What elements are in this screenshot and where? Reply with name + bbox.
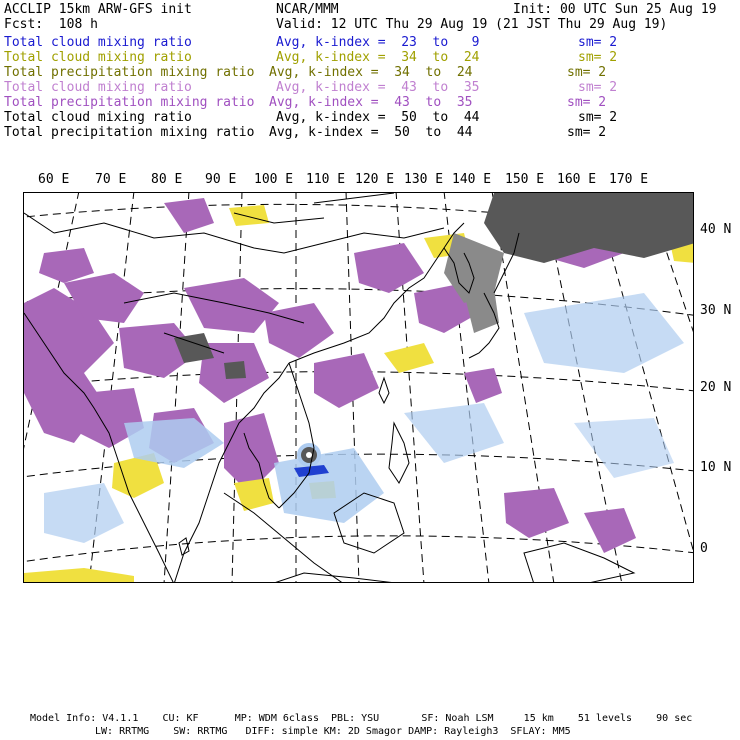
legend-field: Total precipitation mixing ratio <box>4 125 255 140</box>
lat-label: 20 N <box>700 380 732 395</box>
init-time: Init: 00 UTC Sun 25 Aug 19 <box>513 2 717 17</box>
legend-desc: Avg, k-index = 50 to 44 <box>276 110 480 125</box>
cloud-field <box>24 193 694 583</box>
legend-field: Total cloud mixing ratio <box>4 50 192 65</box>
legend-field: Total cloud mixing ratio <box>4 35 192 50</box>
legend-desc: Avg, k-index = 34 to 24 <box>269 65 473 80</box>
legend-desc: Avg, k-index = 34 to 24 <box>276 50 480 65</box>
lat-label: 30 N <box>700 303 732 318</box>
legend-desc: Avg, k-index = 43 to 35 <box>269 95 473 110</box>
map-canvas <box>24 193 694 583</box>
legend-sm: sm= 2 <box>567 95 607 110</box>
legend-field: Total cloud mixing ratio <box>4 80 192 95</box>
lon-label: 130 E <box>404 172 444 187</box>
model-info-line-1: Model Info: V4.1.1 CU: KF MP: WDM 6class PBL: YSU SF: Noah LSM 15 km 51 levels 90 sec <box>30 713 693 724</box>
lon-label: 90 E <box>205 172 237 187</box>
map-panel <box>23 192 694 583</box>
model-title: ACCLIP 15km ARW-GFS init <box>4 2 192 17</box>
lon-label: 100 E <box>254 172 294 187</box>
legend-sm: sm= 2 <box>567 65 607 80</box>
lon-label: 110 E <box>306 172 346 187</box>
legend-desc: Avg, k-index = 23 to 9 <box>276 35 480 50</box>
lat-label: 40 N <box>700 222 732 237</box>
lon-label: 120 E <box>355 172 395 187</box>
legend-field: Total precipitation mixing ratio <box>4 65 255 80</box>
valid-time: Valid: 12 UTC Thu 29 Aug 19 (21 JST Thu 29 Aug 19) <box>276 17 668 32</box>
lon-label: 80 E <box>151 172 183 187</box>
lat-label: 10 N <box>700 460 732 475</box>
legend-sm: sm= 2 <box>578 80 618 95</box>
forecast-hour: Fcst: 108 h <box>4 17 98 32</box>
legend-sm: sm= 2 <box>578 50 618 65</box>
legend-sm: sm= 2 <box>567 125 607 140</box>
lon-label: 140 E <box>452 172 492 187</box>
center-name: NCAR/MMM <box>276 2 339 17</box>
lon-label: 150 E <box>505 172 545 187</box>
lat-label: 0 <box>700 541 708 556</box>
lon-label: 160 E <box>557 172 597 187</box>
legend-field: Total cloud mixing ratio <box>4 110 192 125</box>
legend-field: Total precipitation mixing ratio <box>4 95 255 110</box>
model-info-line-2: LW: RRTMG SW: RRTMG DIFF: simple KM: 2D Smagor DAMP: Rayleigh3 SFLAY: MM5 <box>95 726 571 737</box>
legend-sm: sm= 2 <box>578 35 618 50</box>
legend-desc: Avg, k-index = 43 to 35 <box>276 80 480 95</box>
legend-sm: sm= 2 <box>578 110 618 125</box>
lon-label: 170 E <box>609 172 649 187</box>
lon-label: 70 E <box>95 172 127 187</box>
lon-label: 60 E <box>38 172 70 187</box>
legend-desc: Avg, k-index = 50 to 44 <box>269 125 473 140</box>
